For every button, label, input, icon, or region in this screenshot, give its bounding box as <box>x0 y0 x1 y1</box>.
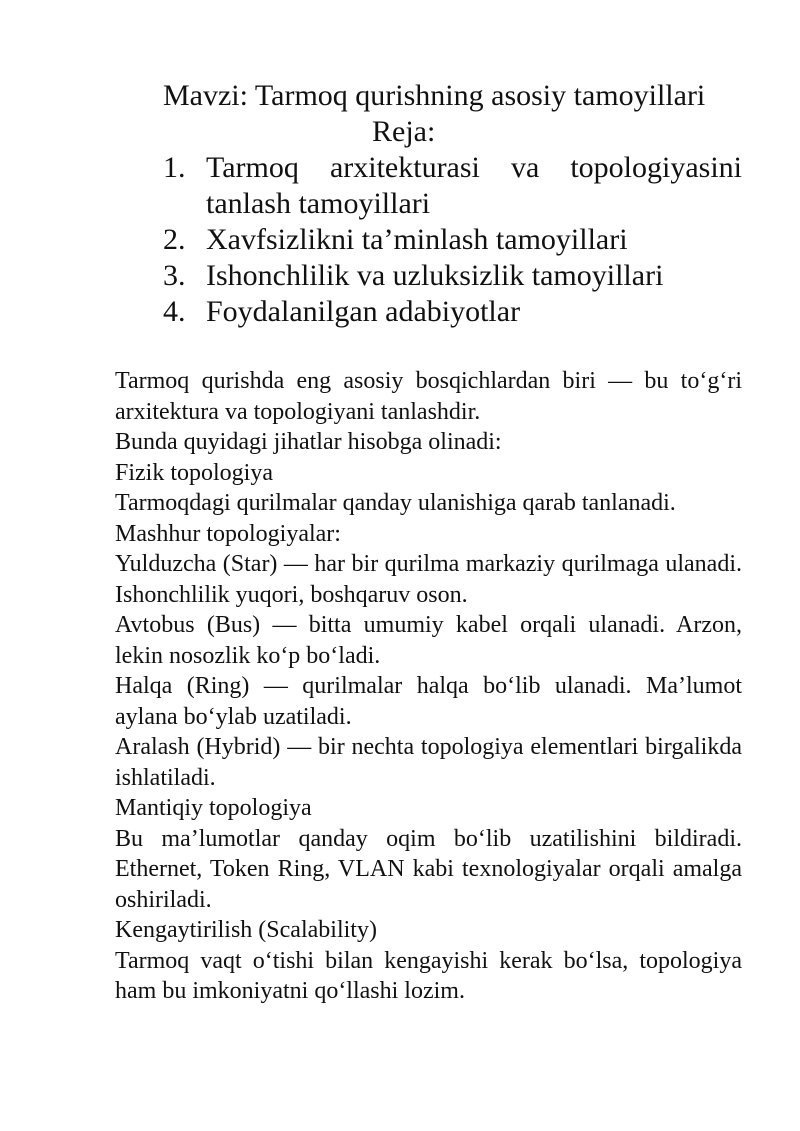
paragraph-ring: Halqa (Ring) — qurilmalar halqa bo‘lib ulanadi. Ma’lumot aylana bo‘ylab uzatiladi. <box>115 673 742 730</box>
plan-item-number: 2. <box>163 223 186 256</box>
plan-item <box>115 258 742 294</box>
paragraph: Tarmoq vaqt o‘tishi bilan kengayishi kerak bo‘lsa, topologiya ham bu imkoniyatni qo‘llashi lozim. <box>115 947 742 1004</box>
document-title: Mavzi: Tarmoq qurishning asosiy tamoyillari <box>163 79 706 112</box>
paragraph: Bunda quyidagi jihatlar hisobga olinadi: <box>115 429 502 455</box>
paragraph: Tarmoq qurishda eng asosiy bosqichlardan biri — bu to‘g‘ri arxitektura va topologiyani tanlashdir. <box>115 368 742 425</box>
paragraph: Tarmoqdagi qurilmalar qanday ulanishiga qarab tanlanadi. <box>115 490 676 516</box>
section-heading-scalability: Kengaytirilish (Scalability) <box>115 917 377 943</box>
plan-item-number: 3. <box>163 259 186 292</box>
paragraph-hybrid: Aralash (Hybrid) — bir nechta topologiya elementlari birgalikda ishlatiladi. <box>115 734 742 791</box>
plan-item-number: 1. <box>163 151 186 184</box>
paragraph: Bu ma’lumotlar qanday oqim bo‘lib uzatilishini bildiradi. Ethernet, Token Ring, VLAN kabi texnologiyalar orqali amalga oshiriladi. <box>115 825 742 913</box>
section-heading-physical-topology: Fizik topologiya <box>115 459 273 486</box>
paragraph-star: Yulduzcha (Star) — har bir qurilma markaziy qurilmaga ulanadi. Ishonchlilik yuqori, boshqaruv oson. <box>115 551 742 608</box>
plan-list <box>115 150 742 330</box>
section-heading-logical-topology: Mantiqiy topologiya <box>115 795 312 821</box>
plan-item <box>115 222 742 258</box>
plan-item-text: Xavfsizlikni ta’minlash tamoyillari <box>206 223 628 256</box>
plan-item <box>115 294 742 330</box>
plan-item-text: Ishonchlilik va uzluksizlik tamoyillari <box>206 259 664 292</box>
plan-item-number: 4. <box>163 295 186 328</box>
paragraph: Mashhur topologiyalar: <box>115 520 341 547</box>
plan-item-text: Tarmoq arxitekturasi va topologiyasini tanlash tamoyillari <box>206 151 742 220</box>
document-page <box>115 78 742 1007</box>
plan-item-text: Foydalanilgan adabiyotlar <box>206 295 521 328</box>
body-text <box>115 366 742 1007</box>
plan-item <box>115 150 742 222</box>
plan-heading: Reja: <box>372 115 436 148</box>
paragraph-bus: Avtobus (Bus) — bitta umumiy kabel orqali ulanadi. Arzon, lekin nosozlik ko‘p bo‘ladi. <box>115 612 742 669</box>
